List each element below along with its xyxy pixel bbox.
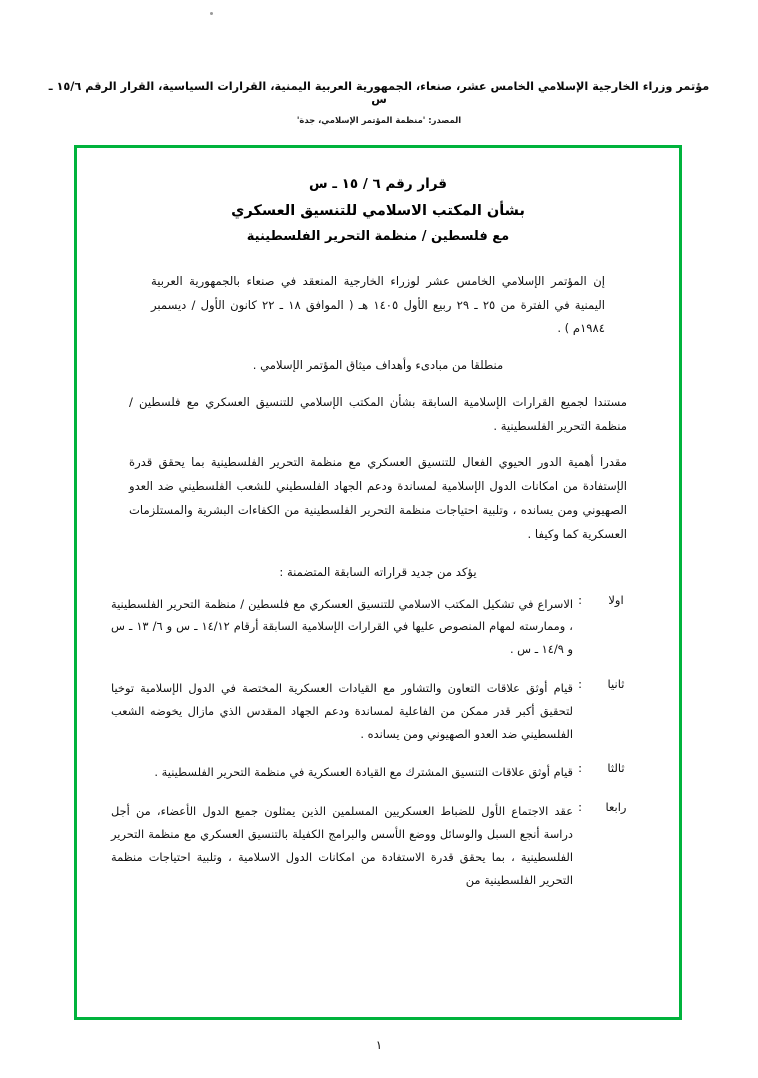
preamble-paragraph-1: إن المؤتمر الإسلامي الخامس عشر لوزراء الخارجية المنعقد في صنعاء بالجمهورية العربية اليمنية في الفترة من ٢٥ ـ ٢٩ ربيع الأول ١٤٠٥ هـ ( الموافق ١٨ ـ ٢٢ كانون الأول / ديسمبر ١٩٨٤م ) . [151,273,605,336]
document-content [77,148,679,1017]
table-row [111,761,645,800]
clause-separator-2: : [578,676,582,691]
clause-text-4: عقد الاجتماع الأول للضباط العسكريين المسلمين الذين يمثلون جميع الدول الأعضاء، من أجل دراسة أنجع السبل والوسائل ووضع الأسس والبرامج الكفيلة بالتنسيق العسكري مع منظمة التحرير الفلسطينية ، بما يحقق قدرة الاستفادة من امكانات الدول الاسلامية ، وتلبية احتياجات منظمة التحرير الفلسطينية من [111,804,573,887]
resolution-subject: بشأن المكتب الاسلامي للتنسيق العسكري [231,202,525,219]
clauses-table [111,593,645,908]
clause-number-4: رابعا [605,800,627,815]
resolution-subject-cont: مع فلسطين / منظمة التحرير الفلسطينية [246,229,510,245]
clause-text-3: قيام أوثق علاقات التنسيق المشترك مع القيادة العسكرية في منظمة التحرير الفلسطينية . [154,765,573,780]
clause-number-1: اولا [608,592,624,607]
resolution-number: قرار رقم ٦ / ١٥ ـ س [309,176,447,192]
clause-separator-1: : [578,592,582,607]
page-header [0,80,758,125]
clause-number-3: ثالثا [607,761,625,776]
clause-separator-4: : [578,800,582,815]
table-row [111,800,645,907]
page-number: ١ [375,1038,383,1052]
document-title-block [111,172,645,250]
clause-text-1: الاسراع في تشكيل المكتب الاسلامي للتنسيق العسكري مع فلسطين / منظمة التحرير الفلسطينية ، وممارسته لمهام المنصوص عليها في القرارات الإسلامية السابقة أرقام ١٤/١٢ ـ س و ٦/ ١٣ ـ س و ١٤/٩ ـ س . [111,596,573,657]
document-frame [74,145,682,1020]
clause-separator-3: : [578,761,582,776]
table-row [111,677,645,761]
scan-speck [210,12,213,15]
affirmation-line: يؤكد من جديد قراراته السابقة المتضمنة : [279,564,477,579]
preamble-paragraph-4: مقدرا أهمية الدور الحيوي الفعال للتنسيق العسكري مع منظمة التحرير الفلسطينية بما يحقق قدرة الإستفادة من امكانات الدول الإسلامية لمساندة ودعم الجهاد الفلسطيني للشعب الفلسطيني ضد العدو الصهيوني ومن يسانده ، وتلبية احتياجات منظمة التحرير الفلسطينية من الكفاءات البشرية والمستلزمات العسكرية كما وكيفا . [129,455,627,541]
header-title: مؤتمر وزراء الخارجية الإسلامي الخامس عشر، صنعاء، الجمهورية العربية اليمنية، القرارات السياسية، القرار الرقم ١٥/٦ ـ س [48,80,710,106]
preamble-paragraph-3: مستندا لجميع القرارات الإسلامية السابقة بشأن المكتب الإسلامي للتنسيق العسكري مع فلسطين / منظمة التحرير الفلسطينية . [129,394,627,433]
table-row [111,593,645,677]
preamble-paragraph-2: منطلقا من مبادىء وأهداف ميثاق المؤتمر الإسلامي . [252,358,504,373]
clause-text-2: قيام أوثق علاقات التعاون والتشاور مع القيادات العسكرية المختصة في الدول الإسلامية توخيا لتحقيق أكبر قدر ممكن من الفاعلية لمساندة ودعم الجهاد المقدس الذي مازال يخوضه الشعب الفلسطيني ضد العدو الصهيوني ومن يسانده . [111,680,573,741]
header-source: المصدر: 'منظمة المؤتمر الإسلامي، جدة' [296,115,462,125]
clause-number-2: ثانيا [607,676,625,691]
